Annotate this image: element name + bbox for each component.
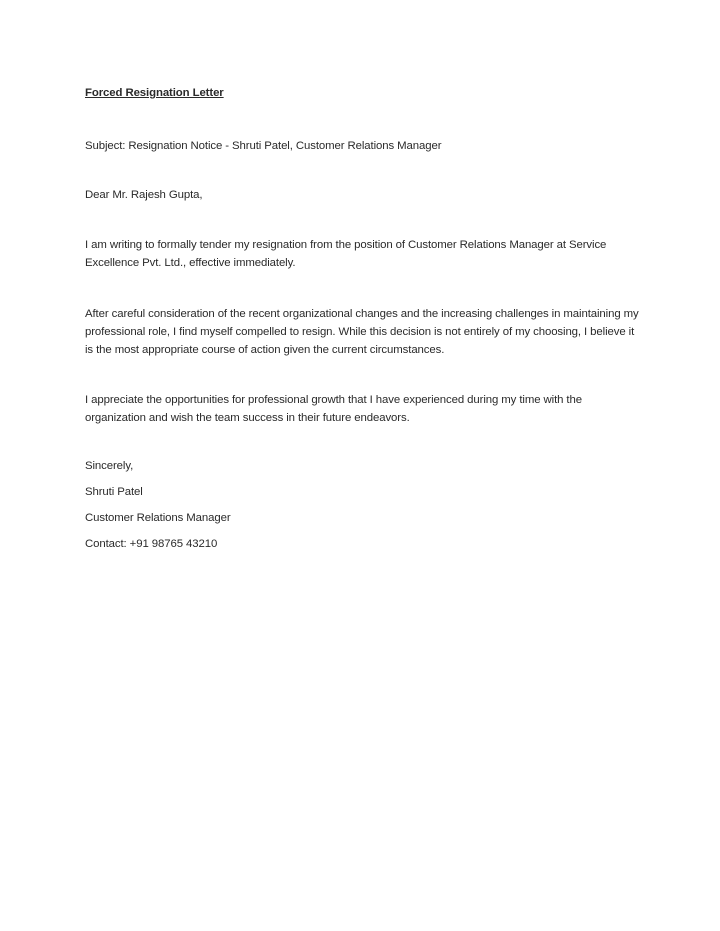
letter-body — [85, 84, 645, 561]
letter-paragraph: After careful consideration of the recent organizational changes and the increasing challenges in maintaining my professional role, I find myself compelled to resign. While this decision is not entirely of my choosing, I believe it is the most appropriate course of action given the current circumstances. — [85, 308, 639, 356]
letter-paragraph: I appreciate the opportunities for professional growth that I have experienced during my time with the organization and wish the team success in their future endeavors. — [85, 394, 582, 424]
signature-contact: Contact: +91 98765 43210 — [85, 538, 218, 550]
signature-role: Customer Relations Manager — [85, 512, 231, 524]
signature-name: Shruti Patel — [85, 486, 143, 498]
letter-subject: Subject: Resignation Notice - Shruti Patel, Customer Relations Manager — [85, 140, 442, 152]
letter-closing: Sincerely, — [85, 460, 134, 472]
letter-title: Forced Resignation Letter — [85, 87, 224, 99]
letter-paragraph: I am writing to formally tender my resignation from the position of Customer Relations Manager at Service Excellence Pvt. Ltd., effective immediately. — [85, 239, 607, 269]
letter-greeting: Dear Mr. Rajesh Gupta, — [85, 189, 203, 201]
